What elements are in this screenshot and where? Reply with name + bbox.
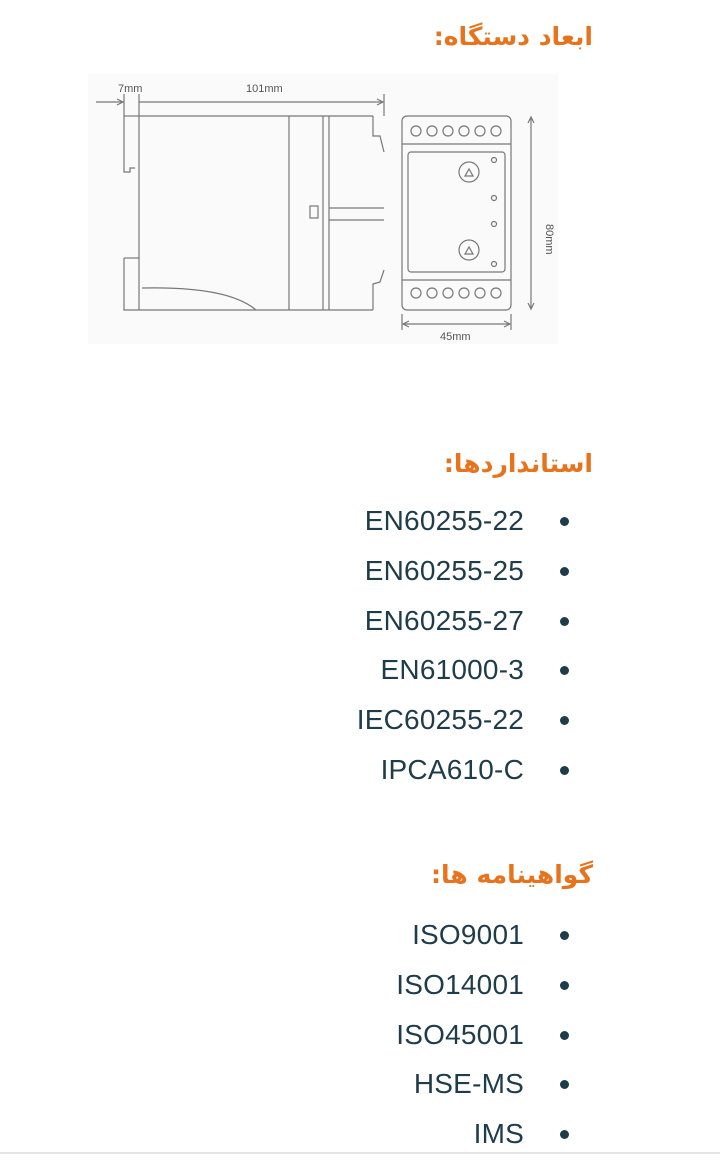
bullet-icon xyxy=(560,517,569,526)
list-item xyxy=(0,1061,720,1111)
label-7mm: 7mm xyxy=(118,83,143,95)
bullet-icon xyxy=(560,1130,569,1139)
bullet-icon xyxy=(560,931,569,940)
list-item xyxy=(0,598,720,648)
list-item xyxy=(0,548,720,598)
list-item-text: EN60255-22 xyxy=(364,505,524,536)
list-item xyxy=(0,1012,720,1062)
bullet-icon xyxy=(560,716,569,725)
bullet-icon xyxy=(560,981,569,990)
certificates-heading: گواهینامه ها: xyxy=(431,860,593,889)
dimensions-heading: ابعاد دستگاه: xyxy=(433,22,593,51)
list-item-text: EN60255-25 xyxy=(364,554,524,586)
device-dimensions-diagram xyxy=(88,74,558,344)
list-item-text: HSE-MS xyxy=(413,1068,524,1100)
list-item xyxy=(0,747,720,797)
standards-heading: استانداردها: xyxy=(443,449,593,478)
list-item xyxy=(0,697,720,747)
label-101mm: 101mm xyxy=(246,83,283,95)
list-item-text: ISO14001 xyxy=(396,968,524,1000)
list-item-text: EN60255-27 xyxy=(364,604,524,636)
label-45mm: 45mm xyxy=(440,331,471,343)
bullet-icon xyxy=(560,766,569,775)
list-item-text: ISO9001 xyxy=(412,919,524,950)
list-item-text: IEC60255-22 xyxy=(356,704,524,736)
list-item xyxy=(0,647,720,697)
bullet-icon xyxy=(560,1031,569,1040)
list-item-text: ISO45001 xyxy=(396,1018,524,1050)
bullet-icon xyxy=(560,1080,569,1089)
certificates-list xyxy=(0,912,720,1161)
bullet-icon xyxy=(560,567,569,576)
bullet-icon xyxy=(560,617,569,626)
bullet-icon xyxy=(560,666,569,675)
list-item-text: IPCA610-C xyxy=(380,753,524,785)
list-item xyxy=(0,912,720,962)
list-item-text: IMS xyxy=(473,1118,524,1150)
list-item xyxy=(0,962,720,1012)
standards-list xyxy=(0,498,720,797)
list-item-text: EN61000-3 xyxy=(380,654,524,686)
list-item xyxy=(0,498,720,548)
label-80mm: 80mm xyxy=(543,224,555,255)
